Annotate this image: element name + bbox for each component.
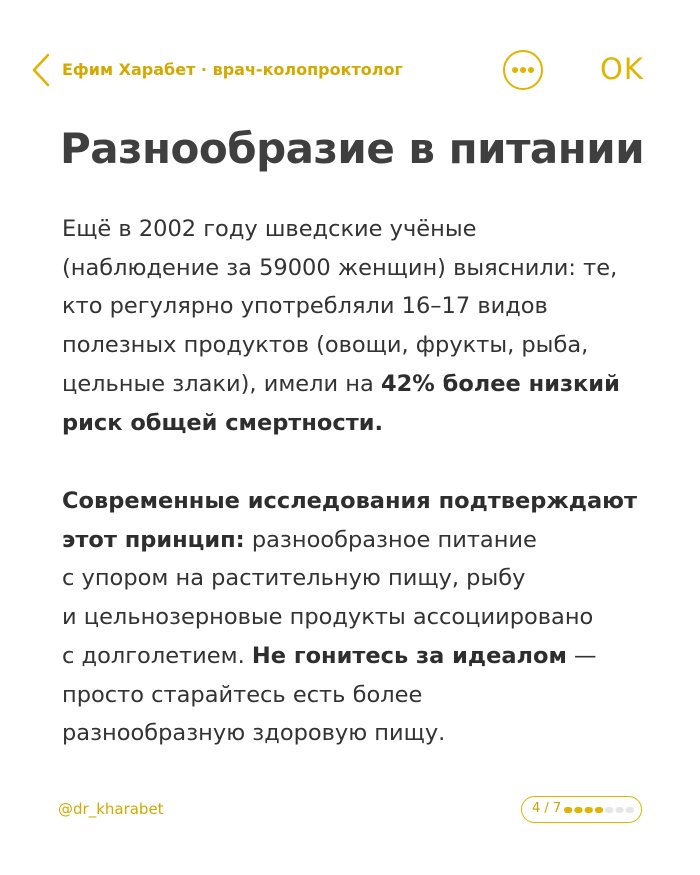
text-line: (наблюдение за 59000 женщин) выяснили: те, <box>62 254 618 281</box>
text-line: разнообразную здоровую пищу. <box>62 720 446 747</box>
paragraph-research <box>62 482 662 753</box>
author-handle[interactable]: @dr_kharabet <box>58 800 164 818</box>
highlight-text: Современные исследования подтверждают <box>62 488 638 514</box>
progress-dot-active <box>574 807 582 813</box>
more-button[interactable] <box>503 50 543 90</box>
page-number: 4 / 7 <box>532 801 562 816</box>
text-fragment: цельные злаки), имели на <box>62 370 381 397</box>
highlight-text: 42% более низкий <box>380 370 620 397</box>
progress-dot-active <box>585 807 593 813</box>
text-line: кто регулярно употребляли 16–17 видов <box>62 293 548 320</box>
author-name[interactable]: Ефим Харабет · врач-колопроктолог <box>62 60 403 79</box>
ok-button[interactable]: OK <box>600 52 644 86</box>
page-title: Разнообразие в питании <box>60 124 645 173</box>
page-progress-dots <box>564 807 636 813</box>
progress-dot-active <box>564 807 572 813</box>
text-fragment: с долголетием. <box>62 642 252 669</box>
text-line <box>62 365 662 404</box>
progress-dot-inactive <box>615 807 623 813</box>
text-fragment: — <box>566 642 597 669</box>
progress-dot-inactive <box>626 807 634 813</box>
highlight-text: риск общей смертности. <box>62 409 384 436</box>
text-line <box>62 482 662 521</box>
text-fragment: разнообразное питание <box>244 526 537 553</box>
highlight-text: этот принцип: <box>62 526 245 553</box>
text-line: с упором на растительную пищу, рыбу <box>62 565 526 592</box>
text-line: полезных продуктов (овощи, фрукты, рыба, <box>62 332 589 359</box>
text-line <box>62 404 662 443</box>
text-line <box>62 521 662 560</box>
highlight-text: Не гонитесь за идеалом <box>251 642 567 669</box>
progress-dot-active <box>595 807 603 813</box>
text-line: и цельнозерновые продукты ассоциировано <box>62 604 594 631</box>
chevron-left-icon[interactable] <box>30 52 52 88</box>
paragraph-study <box>62 210 662 442</box>
text-line: Ещё в 2002 году шведские учёные <box>62 216 477 242</box>
top-bar <box>0 0 700 140</box>
text-line <box>62 637 662 676</box>
text-line: просто старайтесь есть более <box>62 681 423 708</box>
page-indicator <box>521 796 642 823</box>
more-horizontal-icon <box>511 66 535 74</box>
progress-dot-inactive <box>605 807 613 813</box>
